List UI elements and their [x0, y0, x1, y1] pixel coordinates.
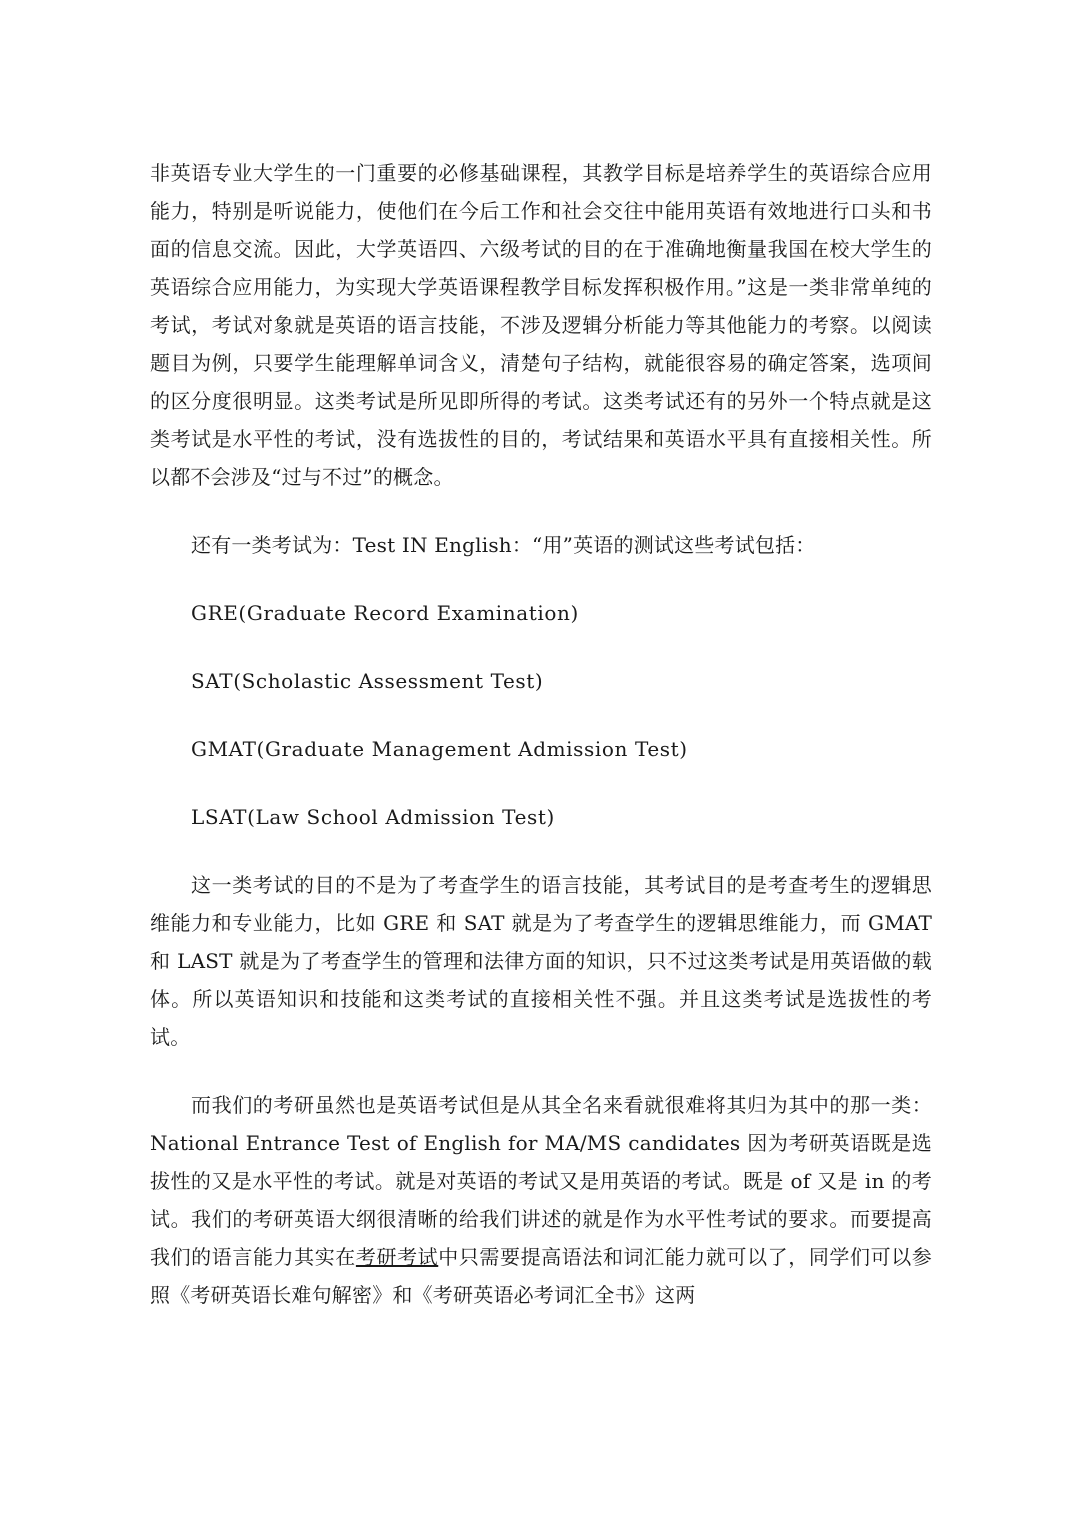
spacer [150, 768, 932, 798]
spacer [150, 1056, 932, 1086]
document-page [150, 154, 932, 1314]
test-item-gre: GRE(Graduate Record Examination) [191, 601, 579, 625]
test-item-gmat: GMAT(Graduate Management Admission Test) [191, 737, 688, 761]
test-item-sat: SAT(Scholastic Assessment Test) [191, 669, 544, 693]
paragraph-cet-description: 非英语专业大学生的一门重要的必修基础课程，其教学目标是培养学生的英语综合应用能力，特别是听说能力，使他们在今后工作和社会交往中能用英语有效地进行口头和书面的信息交流。因此，大学英语四、六级考试的目的在于准确地衡量我国在校大学生的英语综合应用能力，为实现大学英语课程教学目标发挥积极作用。”这是一类非常单纯的考试，考试对象就是英语的语言技能，不涉及逻辑分析能力等其他能力的考察。以阅读题目为例，只要学生能理解单词含义，清楚句子结构，就能很容易的确定答案，选项间的区分度很明显。这类考试是所见即所得的考试。这类考试还有的另外一个特点就是这类考试是水平性的考试，没有选拔性的目的，考试结果和英语水平具有直接相关性。所以都不会涉及“过与不过”的概念。 [150, 161, 932, 489]
spacer [150, 496, 932, 526]
paragraph-kaoyan-text-2: 中只需要提高语法和词汇能力就可以了，同学们可以参照《考研英语长难句解密》和《考研英语必考词汇全书》这两 [150, 1245, 932, 1307]
test-item-lsat: LSAT(Law School Admission Test) [191, 805, 555, 829]
spacer [150, 564, 932, 594]
paragraph-kaoyan [150, 1086, 932, 1314]
paragraph-test-purpose: 这一类考试的目的不是为了考查学生的语言技能，其考试目的是考查考生的逻辑思维能力和专业能力，比如 GRE 和 SAT 就是为了考查学生的逻辑思维能力，而 GMAT 和 LAST 就是为了考查学生的管理和法律方面的知识，只不过这类考试是用英语做的载体。所以英语知识和技能和这类考试的直接相关性不强。并且这类考试是选拔性的考试。 [150, 873, 932, 1049]
paragraph-test-in-english: 还有一类考试为：Test IN English：“用”英语的测试这些考试包括： [191, 533, 816, 557]
spacer [150, 700, 932, 730]
spacer [150, 632, 932, 662]
spacer [150, 836, 932, 866]
kaoyan-exam-link[interactable]: 考研考试 [355, 1245, 439, 1269]
paragraph-kaoyan-text-1: 而我们的考研虽然也是英语考试但是从其全名来看就很难将其归为其中的那一类：National Entrance Test of English for MA/MS candidates 因为考研英语既是选拔性的又是水平性的考试。就是对英语的考试又是用英语的考试。既是 of 又是 in 的考试。我们的考研英语大纲很清晰的给我们讲述的就是作为水平性考试的要求。而要提高我们的语言能力其实在 [150, 1093, 932, 1269]
